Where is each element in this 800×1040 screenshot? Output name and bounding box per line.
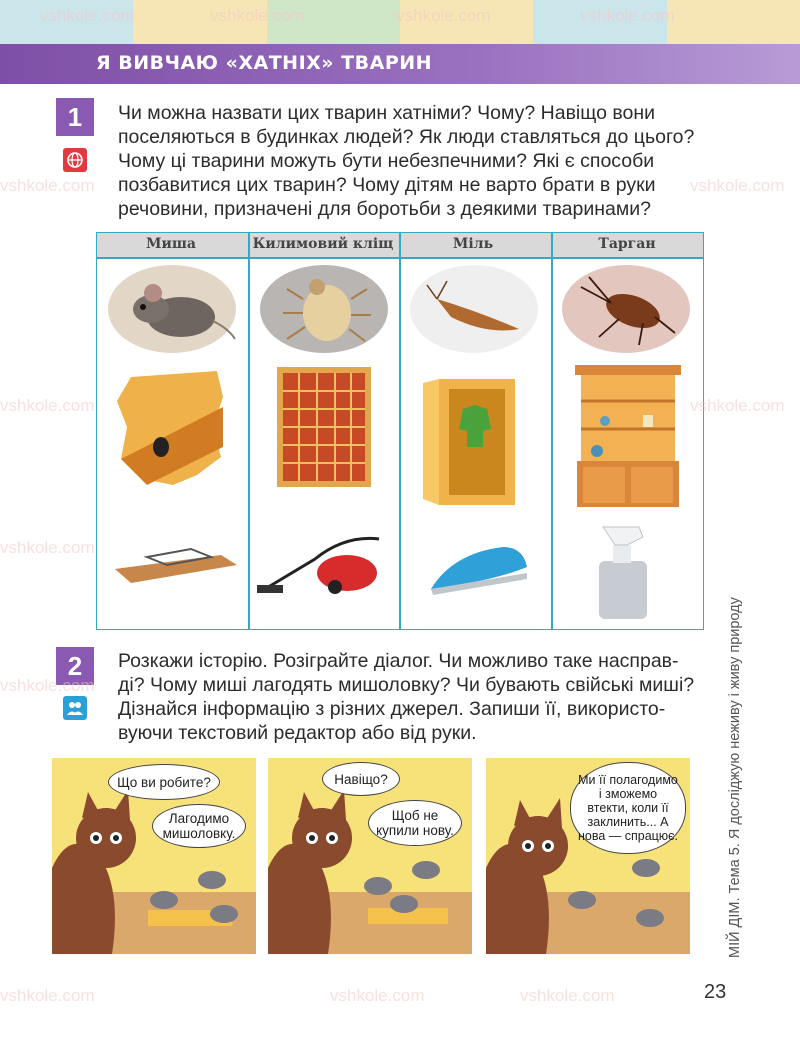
cockroach-photo (559, 263, 693, 355)
wardrobe-picture (419, 375, 529, 509)
table-header-mouse: Миша (146, 236, 196, 252)
task2-text (118, 649, 700, 745)
watermark: vshkole.com (0, 176, 95, 195)
task-number-2: 2 (56, 647, 94, 685)
watermark: vshkole.com (690, 176, 785, 195)
speech-bubble: Що ви робите? (108, 764, 220, 800)
speech-bubble: Щоб не купили нову. (368, 800, 462, 846)
task1-line: речовини, призначені для боротьби з деякими тваринами? (118, 198, 652, 220)
task2-line: ді? Чому миші лагодять мишоловку? Чи бувають свійські миші? (118, 674, 695, 696)
comic-panel-1 (52, 758, 256, 954)
vacuum-cleaner-picture (255, 529, 393, 599)
table-header-moth: Міль (452, 236, 494, 252)
speech-bubble: Навіщо? (322, 762, 400, 796)
task-number-1: 1 (56, 98, 94, 136)
table-divider (399, 233, 401, 629)
watermark: vshkole.com (580, 6, 675, 25)
people-icon (63, 696, 87, 720)
mouse-hole-wall-picture (113, 367, 233, 491)
carpet-picture (269, 363, 379, 491)
watermark: vshkole.com (0, 986, 95, 1005)
watermark: vshkole.com (0, 538, 95, 557)
table-divider (551, 233, 553, 629)
task1-line: поселяються в будинках людей? Як люди ставляться до цього? (118, 126, 695, 148)
watermark: vshkole.com (210, 6, 305, 25)
moth-photo (407, 263, 541, 355)
carpet-mite-photo (257, 263, 391, 355)
speech-bubble: Лагодимо мишоловку. (152, 804, 246, 848)
watermark: vshkole.com (0, 396, 95, 415)
task1-text (118, 101, 700, 221)
watermark: vshkole.com (0, 676, 95, 695)
speech-bubble: Ми її полагодимо і зможемо втекти, коли її заклинить... А нова — спрацює. (570, 762, 686, 854)
watermark: vshkole.com (396, 6, 491, 25)
watermark: vshkole.com (330, 986, 425, 1005)
task2-line: вуючи текстовий редактор або від руки. (118, 722, 477, 744)
section-title: Я ВИВЧАЮ «ХАТНІХ» ТВАРИН (96, 52, 433, 74)
cupboard-picture (573, 361, 683, 511)
task2-line: Розкажи історію. Розіграйте діалог. Чи можливо таке насправ- (118, 650, 679, 672)
iron-picture (423, 533, 533, 603)
table-divider (248, 233, 250, 629)
comic-panel-3 (486, 758, 690, 954)
comic-panel-2 (268, 758, 472, 954)
top-color-strip (0, 0, 800, 44)
task1-line: Чи можна назвати цих тварин хатніми? Чому? Навіщо вони (118, 102, 655, 124)
pests-table (96, 232, 704, 630)
table-header-carpet-mite: Килимовий кліщ (252, 236, 394, 252)
section-header (0, 44, 800, 84)
task2-line: Дізнайся інформацію з різних джерел. Запиши її, використо- (118, 698, 666, 720)
watermark: vshkole.com (520, 986, 615, 1005)
table-header-cockroach: Тарган (598, 236, 656, 252)
mousetrap-picture (111, 535, 239, 589)
page-number: 23 (704, 981, 727, 1003)
task1-line: Чому ці тварини можуть бути небезпечними? Які є способи (118, 150, 655, 172)
globe-icon (63, 148, 87, 172)
watermark: vshkole.com (40, 6, 135, 25)
mouse-photo (105, 263, 239, 355)
spray-bottle-picture (593, 523, 663, 623)
task1-line: позбавитися цих тварин? Чому дітям не варто брати в руки (118, 174, 656, 196)
watermark: vshkole.com (690, 396, 785, 415)
chapter-sidebar-text: МІЙ ДІМ. Тема 5. Я досліджую неживу і живу природу (727, 597, 743, 958)
